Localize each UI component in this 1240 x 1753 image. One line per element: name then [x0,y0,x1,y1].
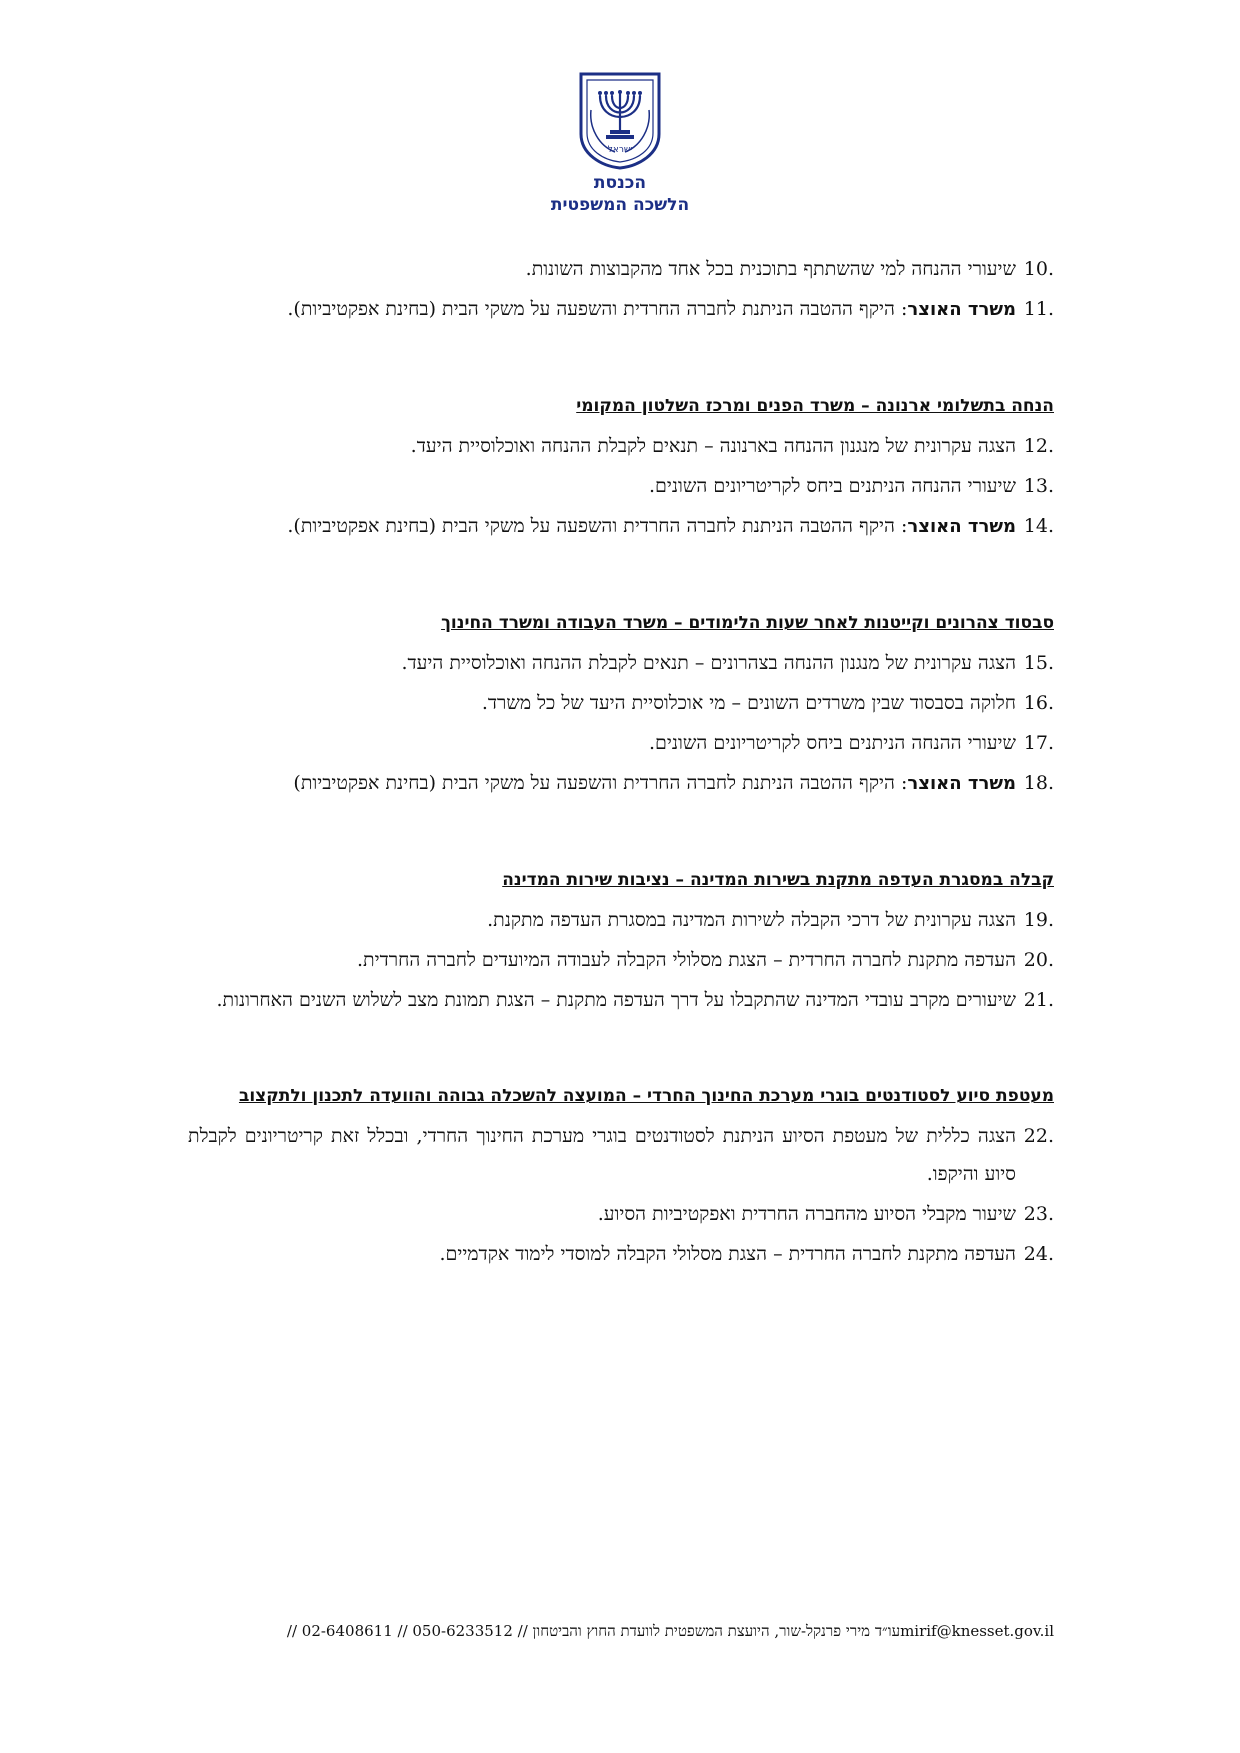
section-3 [188,604,1054,803]
list-item [188,644,1054,682]
menorah-emblem-icon [577,70,663,170]
header-legal-bureau: הלשכה המשפטית [550,195,690,215]
item-text: הצגה עקרונית של דרכי הקבלה לשירות המדינה במסגרת העדפה מתקנת. [487,909,1016,931]
page-header [0,70,1240,216]
section-title: סבסוד צהרונים וקייטנות לאחר שעות הלימודים – משרד העבודה ומשרד החינוך [441,613,1054,633]
list-item [188,507,1054,546]
list-item [188,1117,1054,1193]
section-2-list [188,427,1054,546]
item-text: שיעורי ההנחה למי שהשתתף בתוכנית בכל אחד מהקבוצות השונות. [525,258,1016,280]
section-5-list [188,1117,1054,1273]
list-item [188,427,1054,465]
item-number: 21. [1023,989,1054,1011]
item-text: העדפה מתקנת לחברה החרדית – הצגת מסלולי הקבלה לעבודה המיועדים לחברה החרדית. [357,949,1016,971]
section-1 [188,250,1054,329]
section-4 [188,861,1054,1019]
item-number: 22. [1023,1125,1054,1147]
item-text: : היקף ההטבה הניתנת לחברה החרדית והשפעה על משקי הבית (בחינת אפקטיביות). [287,298,908,320]
page-footer [150,1622,1054,1641]
item-number: 13. [1023,475,1054,497]
item-number: 19. [1023,909,1054,931]
section-3-list [188,644,1054,803]
item-number: 14. [1023,515,1054,537]
item-number: 24. [1023,1243,1054,1265]
list-item [188,941,1054,979]
header-knesset: הכנסת [593,173,647,193]
section-2 [188,387,1054,546]
list-item [188,764,1054,803]
item-lead: משרד האוצר [907,299,1016,320]
emblem-text: ישראל [607,145,633,155]
section-title: קבלה במסגרת העדפה מתקנת בשירות המדינה – נציבות שירות המדינה [502,870,1054,890]
item-text: חלוקה בסבסוד שבין משרדים השונים – מי אוכלוסיית היעד של כל משרד. [481,692,1016,714]
item-number: 17. [1023,732,1054,754]
list-item [188,467,1054,505]
item-lead: משרד האוצר [907,773,1016,794]
item-text: שיעורי ההנחה הניתנים ביחס לקריטריונים השונים. [649,732,1016,754]
item-text: שיעורים מקרב עובדי המדינה שהתקבלו על דרך העדפה מתקנת – הצגת תמונת מצב לשלוש השנים האחרונות. [216,989,1016,1011]
item-number: 23. [1023,1203,1054,1225]
footer-phones: // 02-6408611 // 050-6233512 // [286,1622,528,1640]
list-item [188,901,1054,939]
section-5 [188,1077,1054,1273]
list-item [188,724,1054,762]
item-text: הצגה כללית של מעטפת הסיוע הניתנת לסטודנטים בוגרי מערכת החינוך החרדי, ובכלל זאת קריטריונים לקבלת סיוע והיקפו. [188,1125,1016,1185]
item-text: הצגה עקרונית של מנגנון ההנחה בצהרונים – תנאים לקבלת ההנחה ואוכלוסיית היעד. [401,652,1016,674]
item-text: שיעורי ההנחה הניתנים ביחס לקריטריונים השונים. [649,475,1016,497]
item-text: שיעור מקבלי הסיוע מהחברה החרדית ואפקטיביות הסיוע. [597,1203,1016,1225]
list-item [188,1195,1054,1233]
footer-text: עו״ד מירי פרנקל-שור, היועצת המשפטית לוועדת החוץ והביטחון [532,1622,901,1640]
list-item [188,250,1054,288]
list-item [188,1235,1054,1273]
section-title: מעטפת סיוע לסטודנטים בוגרי מערכת החינוך החרדי – המועצה להשכלה גבוהה והוועדה לתכנון ולתקצוב [238,1086,1054,1106]
item-text: : היקף ההטבה הניתנת לחברה החרדית והשפעה על משקי הבית (בחינת אפקטיביות). [287,515,908,537]
item-number: 18. [1023,772,1054,794]
item-text: : היקף ההטבה הניתנת לחברה החרדית והשפעה על משקי הבית (בחינת אפקטיביות) [293,772,908,794]
item-lead: משרד האוצר [907,516,1016,537]
list-item [188,684,1054,722]
section-4-list [188,901,1054,1019]
list-item [188,290,1054,329]
item-number: 15. [1023,652,1054,674]
item-number: 16. [1023,692,1054,714]
footer-email: mirif@knesset.gov.il [900,1622,1054,1640]
item-number: 12. [1023,435,1054,457]
item-number: 10. [1023,258,1054,280]
item-number: 20. [1023,949,1054,971]
item-text: העדפה מתקנת לחברה החרדית – הצגת מסלולי הקבלה למוסדי לימוד אקדמיים. [439,1243,1016,1265]
list-item [188,981,1054,1019]
section-1-list [188,250,1054,329]
item-text: הצגה עקרונית של מנגנון ההנחה בארנונה – תנאים לקבלת ההנחה ואוכלוסיית היעד. [410,435,1016,457]
item-number: 11. [1023,298,1054,320]
section-title: הנחה בתשלומי ארנונה – משרד הפנים ומרכז השלטון המקומי [576,396,1054,416]
document-body [188,250,1054,1275]
